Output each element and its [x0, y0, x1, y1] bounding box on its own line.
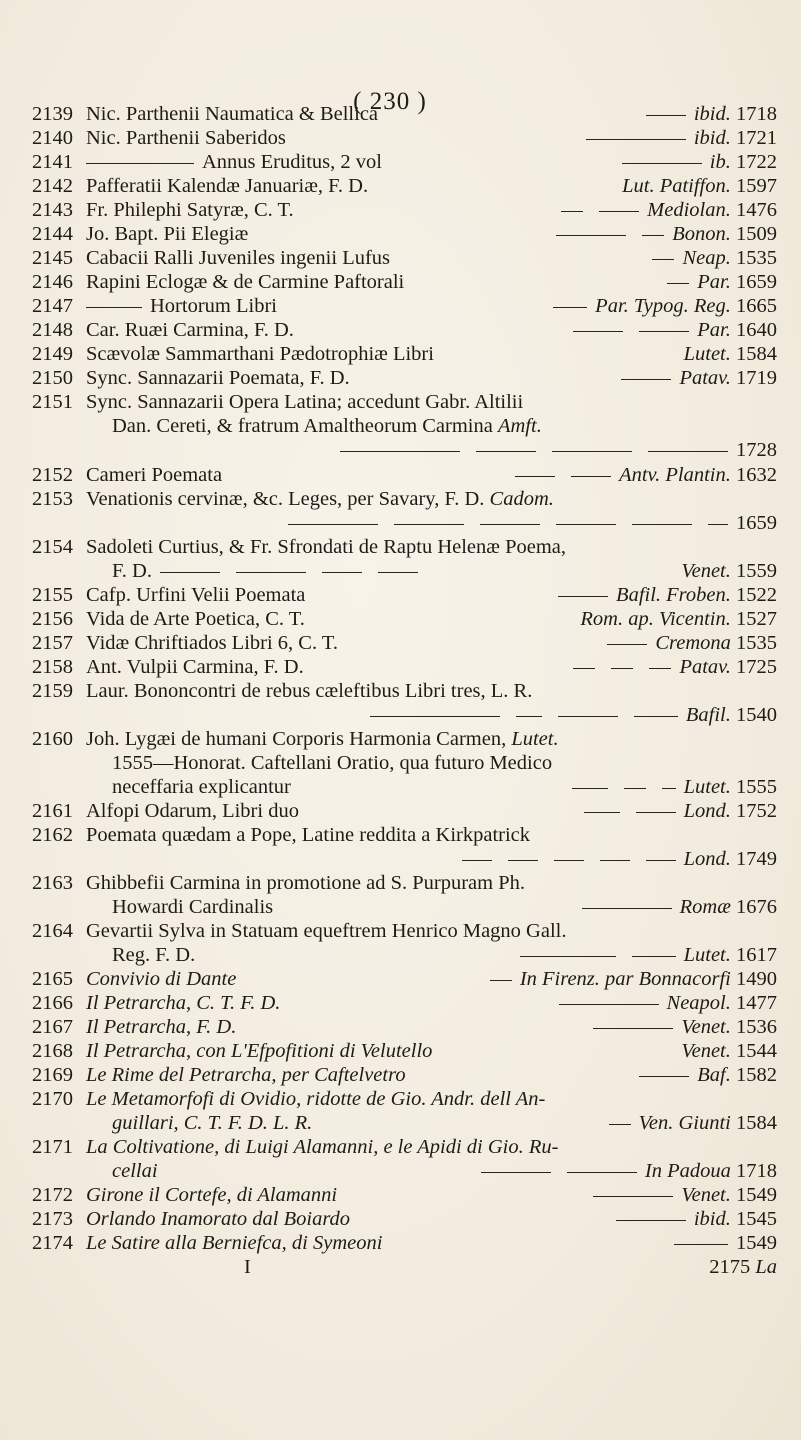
entry-place: In Firenz. par Bonnacorfi: [519, 968, 731, 990]
entry-place: Cadom.: [489, 488, 554, 510]
entry-2147: [0, 293, 801, 319]
entry-number: 2154: [32, 536, 73, 558]
entry-2153-imprint: [0, 510, 801, 536]
entry-place: Venet.: [681, 1184, 731, 1206]
entry-title: Gevartii Sylva in Statuam equeftrem Henrico Magno Gall.: [86, 920, 567, 942]
entry-place: Rom. ap. Vicentin.: [580, 608, 731, 630]
entry-year: 1676: [736, 896, 777, 918]
entry-2154-continuation: [0, 558, 801, 584]
entry-2160: [0, 726, 801, 752]
entry-year: 1640: [736, 319, 777, 341]
entry-title: Cafp. Urfini Velii Poemata: [86, 584, 306, 606]
entry-place: Antv. Plantin.: [619, 464, 731, 486]
entry-imprint: [548, 221, 777, 247]
entry-number: 2148: [32, 319, 73, 341]
entry-title: Nic. Parthenii Naumatica & Bellica: [86, 103, 379, 125]
entry-number: 2166: [32, 992, 73, 1014]
entry-2159: [0, 678, 801, 704]
entry-number: 2155: [32, 584, 73, 606]
entry-place: Cremona: [655, 632, 731, 654]
entry-imprint: [599, 630, 777, 656]
entry-year: 1535: [736, 632, 777, 654]
signature-mark: I: [244, 1256, 251, 1278]
entry-year: 1527: [736, 608, 777, 630]
entry-place: Bonon.: [672, 223, 731, 245]
entry-title: Le Satire alla Berniefca, di Symeoni: [86, 1232, 383, 1254]
entry-year: 1597: [736, 175, 777, 197]
entry-place: Romæ: [679, 896, 731, 918]
entry-title: La Coltivatione, di Luigi Alamanni, e le Apidi di Gio. Ru-: [86, 1136, 559, 1158]
entry-title: Poemata quædam a Pope, Latine reddita a Kirkpatrick: [86, 824, 531, 846]
entry-imprint: [574, 894, 777, 920]
entry-number: 2161: [32, 800, 73, 822]
entry-title: Vida de Arte Poetica, C. T.: [86, 608, 305, 630]
entry-year: 1535: [736, 247, 777, 269]
entry-title: Vidæ Chriftiados Libri 6, C. T.: [86, 632, 338, 654]
entry-title: Orlando Inamorato dal Boiardo: [86, 1208, 351, 1230]
entry-place: ib.: [709, 151, 731, 173]
entry-number: 2156: [32, 608, 73, 630]
entry-number: 2158: [32, 656, 73, 678]
entry-2164: [0, 918, 801, 944]
entry-place: Amft.: [497, 415, 542, 437]
entry-imprint: [565, 654, 777, 680]
entry-imprint: [280, 510, 777, 536]
entry-2151-continuation: [0, 413, 801, 439]
entry-imprint: [644, 245, 777, 271]
entry-2149: [0, 341, 801, 367]
entry-year: 1749: [736, 848, 777, 870]
entry-place: Neap.: [682, 247, 731, 269]
entry-place: Lutet.: [511, 728, 559, 750]
entry-place: ibid.: [693, 103, 731, 125]
entry-title-continued: neceffaria explicantur: [112, 776, 291, 798]
entry-imprint: [578, 125, 777, 151]
entry-2139: [0, 101, 801, 127]
entry-place: Venet.: [681, 560, 731, 582]
entry-2170: [0, 1086, 801, 1112]
entry-2146: [0, 269, 801, 295]
entry-title: Ant. Vulpii Carmina, F. D.: [86, 656, 304, 678]
entry-title: Scævolæ Sammarthani Pædotrophiæ Libri: [86, 343, 434, 365]
entry-imprint: [585, 1182, 777, 1208]
catchword-number: 2175: [709, 1256, 751, 1278]
entry-place: In Padoua: [644, 1160, 731, 1182]
entry-place: Par.: [697, 271, 731, 293]
entry-imprint: [631, 1062, 777, 1088]
entry-year: 1752: [736, 800, 777, 822]
entry-title: Convivio di Dante: [86, 968, 237, 990]
entry-imprint: [638, 101, 777, 127]
entry-year: 1725: [736, 656, 777, 678]
entry-place: Lutet.: [683, 776, 731, 798]
entry-number: 2168: [32, 1040, 73, 1062]
entry-imprint: [666, 1230, 777, 1256]
entry-2145: [0, 245, 801, 271]
entry-title: Le Metamorfofi di Ovidio, ridotte de Gio. Andr. dell An-: [86, 1088, 546, 1110]
entry-imprint: [512, 942, 777, 968]
entry-year: 1584: [736, 1112, 777, 1134]
entry-2150: [0, 365, 801, 391]
entry-number: 2145: [32, 247, 73, 269]
entry-imprint: [576, 798, 777, 824]
entry-imprint: [565, 317, 777, 343]
entry-title-continued: Howardi Cardinalis: [112, 896, 274, 918]
entry-title: Cabacii Ralli Juveniles ingenii Lufus: [86, 247, 391, 269]
entry-number: 2174: [32, 1232, 73, 1254]
entry-number: 2139: [32, 103, 73, 125]
entry-2168: [0, 1038, 801, 1064]
entry-number: 2165: [32, 968, 73, 990]
entry-year: 1665: [736, 295, 777, 317]
entry-imprint: [332, 437, 777, 463]
entry-year: 1476: [736, 199, 777, 221]
entry-2165: [0, 966, 801, 992]
entry-title: Car. Ruæi Carmina, F. D.: [86, 319, 294, 341]
entry-place: Neapol.: [666, 992, 731, 1014]
entry-number: 2173: [32, 1208, 73, 1230]
entry-imprint: [681, 558, 777, 584]
entry-place: ibid.: [693, 127, 731, 149]
entry-year: 1721: [736, 127, 777, 149]
entry-2163-continuation: [0, 894, 801, 920]
entry-place: Baf.: [697, 1064, 731, 1086]
entry-title: Il Petrarcha, con L'Efpofitioni di Velutello: [86, 1040, 433, 1062]
entry-2166: [0, 990, 801, 1016]
entry-2140: [0, 125, 801, 151]
entry-imprint: [580, 606, 777, 632]
entry-number: 2167: [32, 1016, 73, 1038]
entry-year: 1584: [736, 343, 777, 365]
entry-2156: [0, 606, 801, 632]
entry-place: Lond.: [683, 848, 731, 870]
entry-2161: [0, 798, 801, 824]
entry-2141: [0, 149, 801, 175]
entry-2174: [0, 1230, 801, 1256]
entry-title: Cameri Poemata: [86, 464, 223, 486]
entry-title: Il Petrarcha, F. D.: [86, 1016, 237, 1038]
entry-title: Fr. Philephi Satyræ, C. T.: [86, 199, 294, 221]
entry-place: Patav.: [679, 656, 731, 678]
entry-title: Hortorum Libri: [86, 293, 277, 319]
entry-imprint: [507, 462, 777, 488]
entry-2151-imprint: [0, 437, 801, 463]
entry-title: Alfopi Odarum, Libri duo: [86, 800, 299, 822]
entry-number: 2149: [32, 343, 73, 365]
entry-title: Sync. Sannazarii Poemata, F. D.: [86, 367, 350, 389]
entry-place: Ven. Giunti: [638, 1112, 731, 1134]
entry-imprint: [564, 774, 777, 800]
entry-2164-continuation: [0, 942, 801, 968]
entry-year: 1718: [736, 1160, 777, 1182]
entry-2153: [0, 486, 801, 512]
entry-year: 1722: [736, 151, 777, 173]
entry-title: Ghibbefii Carmina in promotione ad S. Purpuram Ph.: [86, 872, 525, 894]
page-number: ( 230 ): [353, 88, 427, 115]
entry-year: 1549: [736, 1232, 777, 1254]
entry-imprint: [545, 293, 777, 319]
entry-2162-imprint: [0, 846, 801, 872]
entry-year: 1490: [736, 968, 777, 990]
entry-year: 1559: [736, 560, 777, 582]
entry-title: Il Petrarcha, C. T. F. D.: [86, 992, 281, 1014]
entry-number: 2150: [32, 367, 73, 389]
entry-imprint: [608, 1206, 777, 1232]
entry-2171-continuation: [0, 1158, 801, 1184]
catchword: [709, 1254, 777, 1280]
entry-2152: [0, 462, 801, 488]
entry-place: Lut. Patiffon.: [622, 175, 731, 197]
entry-imprint: [362, 702, 777, 728]
entry-imprint: [454, 846, 777, 872]
entry-2162: [0, 822, 801, 848]
entry-place: Venet.: [681, 1040, 731, 1062]
entry-year: 1555: [736, 776, 777, 798]
entry-title-continued: F. D.: [112, 558, 426, 584]
entry-2148: [0, 317, 801, 343]
entry-number: 2152: [32, 464, 73, 486]
entry-number: 2162: [32, 824, 73, 846]
entry-number: 2169: [32, 1064, 73, 1086]
entry-title-continued: Dan. Cereti, & fratrum Amaltheorum Carmina Amft.: [112, 415, 542, 437]
entry-year: 1509: [736, 223, 777, 245]
entry-title: Sadoleti Curtius, & Fr. Sfrondati de Raptu Helenæ Poema,: [86, 536, 566, 558]
entry-number: 2171: [32, 1136, 73, 1158]
entry-year: 1659: [736, 271, 777, 293]
catchword-text: La: [755, 1256, 777, 1278]
entry-imprint: [473, 1158, 777, 1184]
entry-year: 1582: [736, 1064, 777, 1086]
entry-year: 1549: [736, 1184, 777, 1206]
entry-place: Lutet.: [683, 944, 731, 966]
entry-2157: [0, 630, 801, 656]
entry-title: Nic. Parthenii Saberidos: [86, 127, 286, 149]
entry-year: 1617: [736, 944, 777, 966]
entry-2154: [0, 534, 801, 560]
entry-title-continued: 1555—Honorat. Caftellani Oratio, qua futuro Medico: [112, 752, 553, 774]
entry-number: 2153: [32, 488, 73, 510]
entry-2158: [0, 654, 801, 680]
entry-title: Girone il Cortefe, di Alamanni: [86, 1184, 338, 1206]
entry-title: Sync. Sannazarii Opera Latina; accedunt Gabr. Altilii: [86, 391, 524, 413]
entry-number: 2159: [32, 680, 73, 702]
entry-2155: [0, 582, 801, 608]
entry-title: Rapini Eclogæ & de Carmine Paftorali: [86, 271, 405, 293]
entry-imprint: [613, 365, 777, 391]
entry-title-continued: cellai: [112, 1160, 158, 1182]
entry-2173: [0, 1206, 801, 1232]
entry-imprint: [681, 1038, 777, 1064]
entry-number: 2146: [32, 271, 73, 293]
entry-title: Pafferatii Kalendæ Januariæ, F. D.: [86, 175, 369, 197]
entry-imprint: [482, 966, 777, 992]
entry-2151: [0, 389, 801, 415]
entry-number: 2144: [32, 223, 73, 245]
entry-number: 2141: [32, 151, 73, 173]
entry-number: 2172: [32, 1184, 73, 1206]
entry-year: 1719: [736, 367, 777, 389]
entry-2163: [0, 870, 801, 896]
entry-year: 1632: [736, 464, 777, 486]
entry-title: Joh. Lygæi de humani Corporis Harmonia Carmen, Lutet.: [86, 728, 559, 750]
entry-year: 1544: [736, 1040, 777, 1062]
entry-title: Laur. Bononcontri de rebus cæleftibus Libri tres, L. R.: [86, 680, 533, 702]
entry-place: Lutet.: [683, 343, 731, 365]
entry-2143: [0, 197, 801, 223]
entry-title-continued: Reg. F. D.: [112, 944, 196, 966]
entry-number: 2143: [32, 199, 73, 221]
entry-imprint: [659, 269, 777, 295]
entry-title: Jo. Bapt. Pii Elegiæ: [86, 223, 249, 245]
entry-place: Par. Typog. Reg.: [595, 295, 731, 317]
entry-imprint: [684, 341, 777, 367]
entry-year: 1545: [736, 1208, 777, 1230]
entry-number: 2160: [32, 728, 73, 750]
entry-imprint: [614, 149, 777, 175]
entry-year: 1728: [736, 439, 777, 461]
entry-title: Venationis cervinæ, &c. Leges, per Savary, F. D. Cadom.: [86, 488, 554, 510]
entry-year: 1477: [736, 992, 777, 1014]
entry-year: 1659: [736, 512, 777, 534]
entry-imprint: [585, 1014, 777, 1040]
entry-imprint: [601, 1110, 777, 1136]
entry-number: 2151: [32, 391, 73, 413]
entry-place: Bafil. Froben.: [616, 584, 731, 606]
entry-place: Par.: [697, 319, 731, 341]
entry-2144: [0, 221, 801, 247]
entry-number: 2163: [32, 872, 73, 894]
entry-year: 1536: [736, 1016, 777, 1038]
entry-year: 1540: [736, 704, 777, 726]
entry-2142: [0, 173, 801, 199]
entry-place: Mediolan.: [647, 199, 731, 221]
entry-place: Venet.: [681, 1016, 731, 1038]
entry-place: ibid.: [693, 1208, 731, 1230]
entry-2172: [0, 1182, 801, 1208]
entry-place: Lond.: [683, 800, 731, 822]
entry-number: 2164: [32, 920, 73, 942]
entry-title: Le Rime del Petrarcha, per Caftelvetro: [86, 1064, 406, 1086]
entry-place: Bafil.: [685, 704, 731, 726]
entry-year: 1718: [736, 103, 777, 125]
page-footer: [0, 1254, 801, 1280]
entry-number: 2157: [32, 632, 73, 654]
entry-2159-imprint: [0, 702, 801, 728]
entry-title-continued: guillari, C. T. F. D. L. R.: [112, 1112, 313, 1134]
entry-number: 2170: [32, 1088, 73, 1110]
entry-year: 1522: [736, 584, 777, 606]
entry-2171: [0, 1134, 801, 1160]
entry-2167: [0, 1014, 801, 1040]
entry-imprint: [550, 582, 777, 608]
entry-imprint: [551, 990, 777, 1016]
entry-imprint: [622, 173, 777, 199]
entry-2160-continuation: [0, 750, 801, 776]
entry-title: Annus Eruditus, 2 vol: [86, 149, 382, 175]
entry-number: 2147: [32, 295, 73, 317]
entry-place: Patav.: [679, 367, 731, 389]
entry-number: 2140: [32, 127, 73, 149]
entry-imprint: [553, 197, 777, 223]
entry-2160-continuation-2: [0, 774, 801, 800]
entry-number: 2142: [32, 175, 73, 197]
entry-2170-continuation: [0, 1110, 801, 1136]
entry-2169: [0, 1062, 801, 1088]
